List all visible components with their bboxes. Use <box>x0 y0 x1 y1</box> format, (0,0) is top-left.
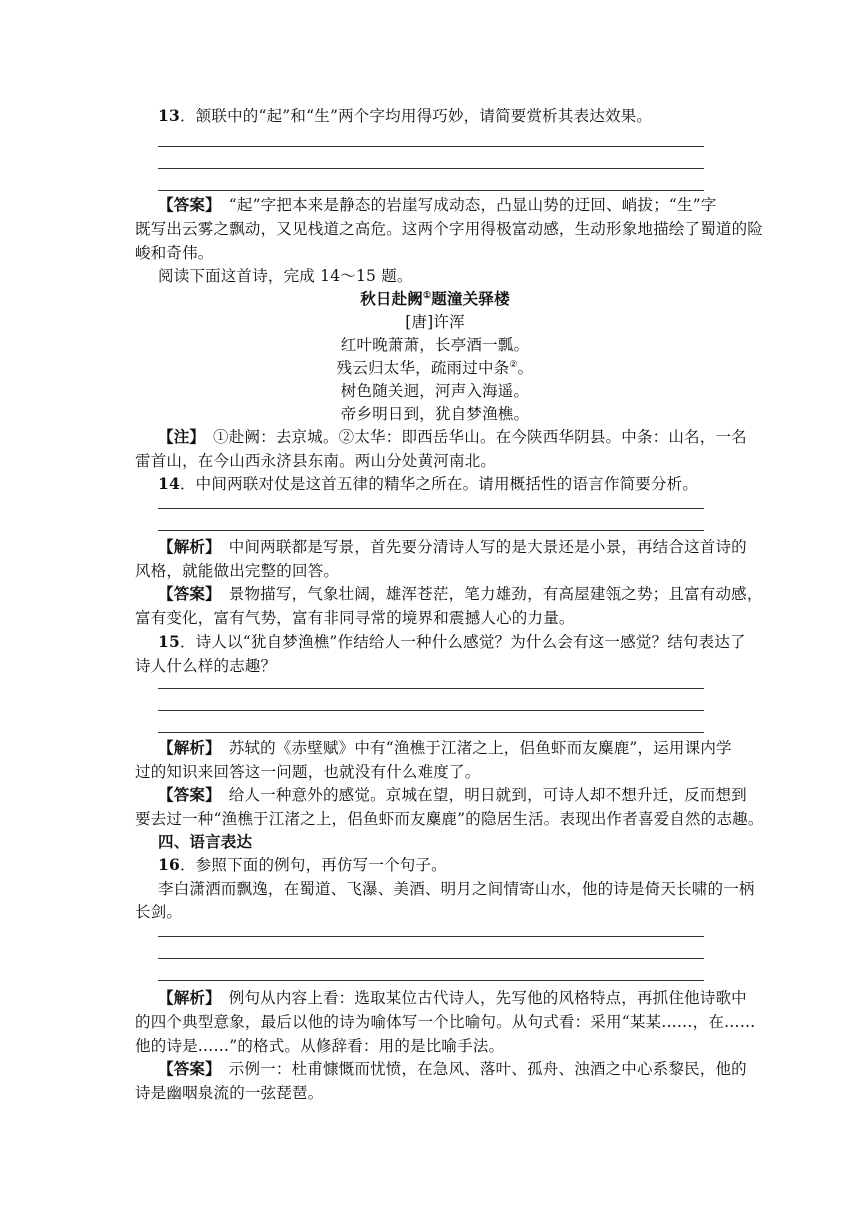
analysis-15: 【解析】 苏轼的《赤壁赋》中有“渔樵于江渚之上，侣鱼虾而友麋鹿”，运用课内学 <box>158 738 732 757</box>
analysis-16: 【解析】 例句从内容上看：选取某位古代诗人，先写他的风格特点，再抓住他诗歌中 <box>158 988 747 1007</box>
answer-line <box>158 688 704 689</box>
answer-14: 【答案】 景物描写，气象壮阔，雄浑苍茫，笔力雄劲，有高屋建瓴之势；且富有动感， <box>158 584 763 603</box>
answer-15: 【答案】 给人一种意外的感觉。京城在望，明日就到，可诗人却不想升迁，反而想到 <box>158 785 747 804</box>
section-heading: 四、语言表达 <box>158 832 253 851</box>
example-sentence: 李白潇洒而飘逸，在蜀道、飞瀑、美酒、明月之间情寄山水，他的诗是倚天长啸的一柄 <box>158 880 755 898</box>
answer-14-line-2: 富有变化，富有气势，富有非同寻常的境界和震撼人心的力量。 <box>135 609 575 627</box>
poem-line: 帝乡明日到，犹自梦渔樵。 <box>340 405 530 423</box>
analysis-15-line-2: 过的知识来回答这一问题，也就没有什么难度了。 <box>135 763 481 781</box>
answer-line <box>158 936 704 937</box>
analysis-16-line-2: 的四个典型意象，最后以他的诗为喻体写一个比喻句。从句式看：采用“某某……，在…… <box>135 1013 756 1031</box>
answer-15-line-2: 要去过一种“渔樵于江渚之上，侣鱼虾而友麋鹿”的隐居生活。表现出作者喜爱自然的志趣。 <box>135 810 764 828</box>
poem-line: 红叶晚萧萧，长亭酒一瓢。 <box>340 336 530 354</box>
question-15-line-2: 诗人什么样的志趣？ <box>135 657 277 675</box>
answer-line <box>158 190 704 191</box>
answer-line <box>158 508 704 509</box>
poem-line: 树色随关迥，河声入海遥。 <box>340 382 530 400</box>
question-16: 16．参照下面的例句，再仿写一个句子。 <box>158 855 447 874</box>
poem-title: 秋日赴阙①题潼关驿楼 <box>360 289 510 308</box>
answer-16-line-2: 诗是幽咽泉流的一弦琵琶。 <box>135 1084 324 1102</box>
answer-line <box>158 732 704 733</box>
example-sentence-line-2: 长剑。 <box>135 903 183 921</box>
answer-13-line-2: 既写出云雾之飘动，又见栈道之高危。这两个字用得极富动感，生动形象地描绘了蜀道的险 <box>135 220 764 238</box>
answer-line <box>158 710 704 711</box>
answer-line <box>158 146 704 147</box>
analysis-14-line-2: 风格，就能做出完整的回答。 <box>135 562 340 580</box>
analysis-14: 【解析】 中间两联都是写景，首先要分清诗人写的是大景还是小景，再结合这首诗的 <box>158 537 747 556</box>
answer-line <box>158 980 704 981</box>
answer-line <box>158 168 704 169</box>
analysis-16-line-3: 他的诗是……”的格式。从修辞看：用的是比喻手法。 <box>135 1037 505 1055</box>
question-14: 14．中间两联对仗是这首五律的精华之所在。请用概括性的语言作简要分析。 <box>158 474 699 493</box>
answer-line <box>158 530 704 531</box>
question-13: 13．颔联中的“起”和“生”两个字均用得巧妙，请简要赏析其表达效果。 <box>158 106 653 125</box>
answer-13-line-3: 峻和奇伟。 <box>135 244 214 262</box>
question-15: 15．诗人以“犹自梦渔樵”作结给人一种什么感觉？为什么会有这一感觉？结句表达了 <box>158 632 746 651</box>
poem-line: 残云归太华，疏雨过中条②。 <box>336 359 534 377</box>
poem-author: [唐]许浑 <box>405 313 465 331</box>
answer-16: 【答案】 示例一：杜甫慷慨而忧愤，在急风、落叶、孤舟、浊酒之中心系黎民，他的 <box>158 1059 747 1078</box>
poem-note-line-2: 雷首山，在今山西永济县东南。两山分处黄河南北。 <box>135 452 497 470</box>
poem-note: 【注】 ①赴阙：去京城。②太华：即西岳华山。在今陕西华阴县。中条：山名，一名 <box>158 427 747 446</box>
answer-line <box>158 958 704 959</box>
reading-intro: 阅读下面这首诗，完成 14～15 题。 <box>158 267 413 285</box>
answer-13: 【答案】 “起”字把本来是静态的岩崖写成动态，凸显山势的迂回、峭拔；“生”字 <box>158 195 717 214</box>
